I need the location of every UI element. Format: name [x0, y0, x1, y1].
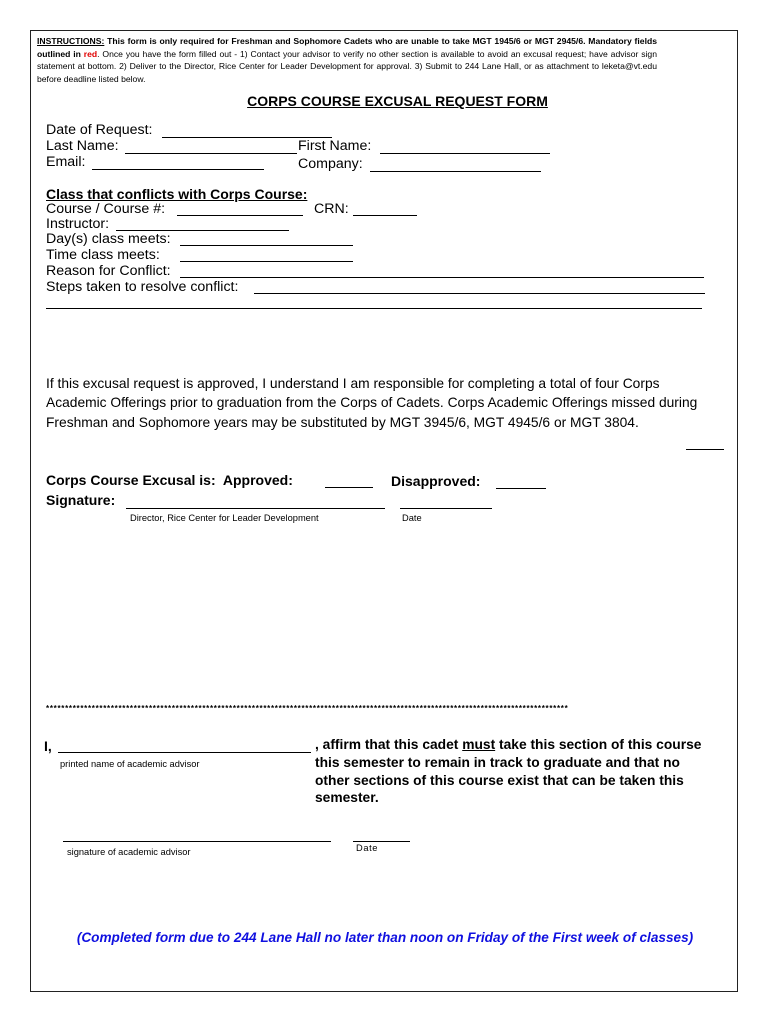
director-caption: Director, Rice Center for Leader Development — [130, 513, 319, 523]
crn-label: CRN: — [314, 201, 349, 217]
crn-field[interactable] — [353, 215, 417, 216]
time-field[interactable] — [180, 261, 353, 262]
last-name-label: Last Name: — [46, 138, 119, 154]
reason-label: Reason for Conflict: — [46, 263, 171, 279]
instructions-part1: This form is only required for Freshman and Sophomore Cadets who are unable to take MGT 1945/6 or MGT 2945/6. Mandatory fields outlined in — [37, 36, 657, 59]
email-label: Email: — [46, 154, 86, 170]
disapproved-label: Disapproved: — [391, 473, 481, 489]
approved-field[interactable] — [325, 487, 373, 488]
company-label: Company: — [298, 156, 363, 172]
instructions-part2: . Once you have the form filled out - 1) Contact your advisor to verify no other section is available to avoid an excusal request; have advisor sign statement at bottom. 2) Deliver to the Director, Rice Center for Leader Development for approval. 3) Submit to 244 Lane Hall, or as attachment to leketa@vt.edu before deadline listed below. — [37, 48, 657, 84]
deadline-footer: (Completed form due to 244 Lane Hall no later than noon on Friday of the First week of classes) — [76, 930, 694, 945]
steps-field[interactable] — [254, 293, 705, 294]
affirm-text-2: take this section of this course this semester to remain in track to graduate and that no other sections of this course exist that can be taken this semester. — [315, 737, 702, 806]
instructions-lead: INSTRUCTIONS: — [37, 36, 105, 46]
advisor-signature-field[interactable] — [63, 841, 331, 842]
signature-caption: signature of academic advisor — [67, 847, 191, 857]
advisor-printed-name-field[interactable] — [58, 752, 311, 753]
advisor-prefix: I, — [44, 738, 52, 754]
time-label: Time class meets: — [46, 247, 160, 263]
date-of-request-label: Date of Request: — [46, 122, 153, 138]
first-name-label: First Name: — [298, 138, 372, 154]
director-date-caption: Date — [402, 513, 422, 523]
reason-field[interactable] — [180, 277, 704, 278]
steps-label: Steps taken to resolve conflict: — [46, 279, 239, 295]
last-name-field[interactable] — [125, 153, 297, 154]
steps-field-continued[interactable] — [46, 308, 702, 309]
advisor-date-field[interactable] — [353, 841, 410, 842]
excusal-label: Corps Course Excusal is: — [46, 472, 216, 488]
instructions — [37, 35, 657, 85]
affirm-must: must — [462, 737, 496, 752]
separator-stars: ***************************************************************************************************************************************** — [46, 704, 569, 713]
course-label: Course / Course #: — [46, 201, 166, 217]
first-name-field[interactable] — [380, 153, 550, 154]
director-signature-field[interactable] — [126, 508, 385, 509]
conflict-heading: Class that conflicts with Corps Course: — [46, 186, 308, 202]
affirm-text-1: , affirm that this cadet — [315, 737, 459, 752]
instructions-red-word: red — [83, 48, 98, 59]
instructor-label: Instructor: — [46, 216, 110, 232]
excusal-status-label — [46, 472, 293, 488]
printed-name-caption: printed name of academic advisor — [60, 759, 200, 769]
days-label: Day(s) class meets: — [46, 231, 171, 247]
course-field[interactable] — [177, 215, 303, 216]
advisor-date-caption: Date — [356, 843, 379, 853]
advisor-affirmation — [315, 736, 715, 807]
responsibility-statement: If this excusal request is approved, I understand I am responsible for completing a total of four Corps Academic Offerings prior to graduation from the Corps of Cadets. Corps Academic Offerings missed during Freshman and Sophomore years may be substituted by MGT 3945/6, MGT 4945/6 or MGT 3804. — [46, 376, 698, 430]
signature-label: Signature: — [46, 492, 116, 508]
days-field[interactable] — [180, 245, 353, 246]
director-date-field[interactable] — [400, 508, 492, 509]
email-field[interactable] — [92, 169, 264, 170]
approved-label: Approved: — [222, 472, 293, 488]
company-field[interactable] — [370, 171, 541, 172]
initials-field[interactable] — [686, 449, 724, 450]
disapproved-field[interactable] — [496, 488, 546, 489]
form-title: CORPS COURSE EXCUSAL REQUEST FORM — [247, 93, 548, 109]
